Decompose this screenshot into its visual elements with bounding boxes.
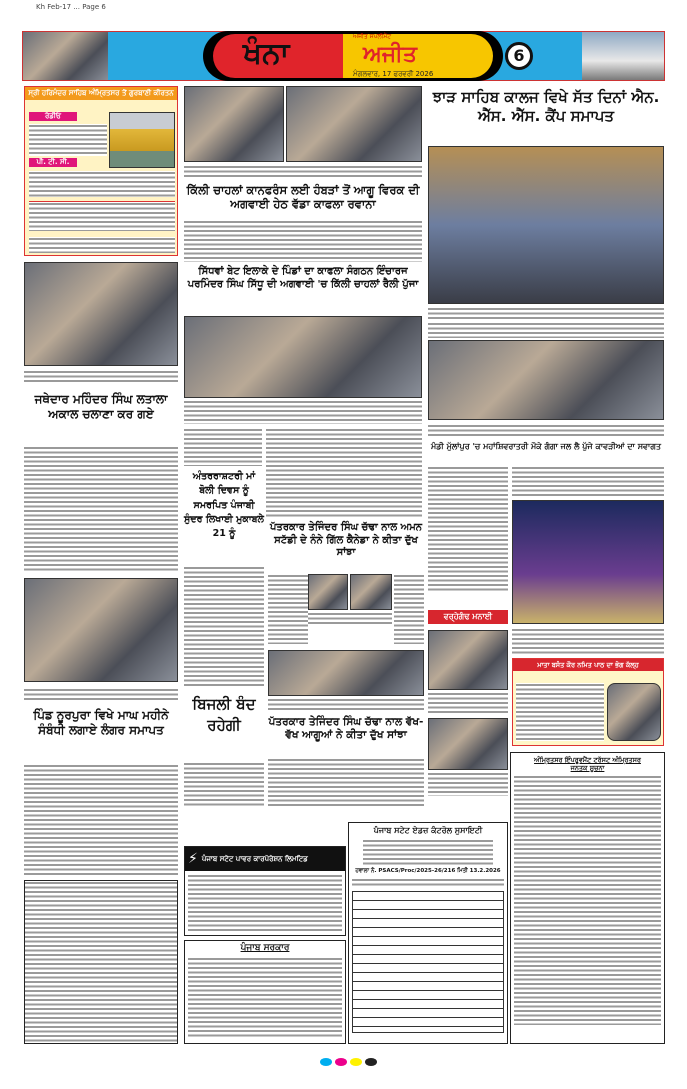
color-registration-marks — [320, 1058, 377, 1066]
chadha-portrait-1 — [308, 574, 348, 610]
headline-maa-boli: ਅੰਤਰਰਾਸ਼ਟਰੀ ਮਾਂ ਬੋਲੀ ਦਿਵਸ ਨੂੰ ਸਮਰਪਿਤ ਪੰਜਾਬੀ ਸੁੰਦਰ ਲਿਖਾਈ ਮੁਕਾਬਲੇ 21 ਨੂੰ — [184, 471, 264, 539]
nss-photo — [428, 146, 664, 304]
masthead-date: ਮੰਗਲਵਾਰ, 17 ਫਰਵਰੀ 2026 — [353, 70, 434, 78]
leaders-photos — [268, 650, 424, 696]
psacs-ad — [348, 822, 508, 1044]
gurbani-box — [24, 86, 178, 256]
pspcl-ad — [184, 846, 346, 936]
headline-kawad: ਮੰਡੀ ਮੁੱਲਾਂਪੁਰ 'ਚ ਮਹਾਂਸ਼ਿਵਰਾਤਰੀ ਮੌਕੇ ਗੰਗਾ ਜਲ ਲੈ ਪੁੱਜੇ ਕਾਵੜੀਆਂ ਦਾ ਸਵਾਗਤ — [430, 442, 662, 451]
headline-bijli: ਬਿਜਲੀ ਬੰਦ ਰਹੇਗੀ — [192, 695, 256, 734]
notice-left — [24, 880, 178, 1044]
psacs-table — [352, 891, 504, 1033]
masthead-paper: ਅਜੀਤ — [363, 42, 417, 67]
masthead-photo-left — [23, 32, 108, 80]
headline-jathedar: ਜਥੇਦਾਰ ਮਹਿੰਦਰ ਸਿੰਘ ਲਤਾਲਾ ਅਕਾਲ ਚਲਾਣਾ ਕਰ ਗਏ — [34, 392, 168, 421]
headline-noorpura: ਪਿੰਡ ਨੂਰਪੁਰਾ ਵਿਖੇ ਮਾਘ ਮਹੀਨੇ ਸੰਬੰਧੀ ਲਗਾਏ ਲੰਗਰ ਸਮਾਪਤ — [33, 708, 169, 737]
sidhwan-photo — [184, 316, 422, 398]
bhog-notice — [512, 658, 664, 746]
jathedar-photo — [24, 262, 178, 366]
bhog-title: ਮਾਤਾ ਬਸੰਤ ਕੌਰ ਨਮਿਤ ਪਾਠ ਦਾ ਭੋਗ ਕੱਲ੍ਹ — [513, 659, 663, 671]
punjab-govt-ad — [184, 940, 346, 1044]
headline-killi: ਕਿੱਲੀ ਚਾਹਲਾਂ ਕਾਨਫਰੰਸ ਲਈ ਹੰਬੜਾਂ ਤੋਂ ਆਗੂ ਵਿਰਕ ਦੀ ਅਗਵਾਈ ਹੇਠ ਵੱਡਾ ਕਾਫਲਾ ਰਵਾਨਾ — [186, 183, 420, 212]
pspcl-logo-icon: ⚡ — [188, 851, 198, 867]
masthead-city: ਖੰਨਾ — [243, 36, 290, 71]
masthead — [22, 31, 665, 81]
ptc-label: ਪੀ. ਟੀ. ਸੀ. — [29, 158, 77, 167]
couple-photo-2 — [428, 718, 508, 770]
golden-temple-photo — [109, 112, 175, 168]
headline-nss: ਝਾੜ ਸਾਹਿਬ ਕਾਲਜ ਵਿਖੇ ਸੱਤ ਦਿਨਾਂ ਐਨ. ਐੱਸ. ਐੱਸ. ਕੈਂਪ ਸਮਾਪਤ — [432, 88, 660, 125]
trust-notice — [510, 752, 665, 1044]
anniversary-photo — [428, 630, 508, 690]
trust-title: ਅੰਮ੍ਰਿਤਸਰ ਇੰਪਰੂਵਮੈਂਟ ਟਰੱਸਟ ਅੰਮ੍ਰਿਤਸਰ — [534, 756, 641, 764]
kawad-photo — [428, 340, 664, 420]
pspcl-title: ਪੰਜਾਬ ਸਟੇਟ ਪਾਵਰ ਕਾਰਪੋਰੇਸ਼ਨ ਲਿਮਟਿਡ — [201, 854, 308, 863]
temple-lights-photo — [512, 500, 664, 624]
page-number: 6 — [505, 42, 533, 70]
headline-chadha-1: ਪੱਤਰਕਾਰ ਤੇਜਿੰਦਰ ਸਿੰਘ ਚੱਢਾ ਨਾਲ ਅਮਨ ਸਟੱਡੀ ਦੇ ਨੰਨੇ ਗਿੱਲ ਕੈਨੇਡਾ ਨੇ ਕੀਤਾ ਦੁੱਖ ਸਾਂਝਾ — [269, 522, 423, 558]
trust-subtitle: ਜਨਤਕ ਸੂਚਨਾ — [570, 764, 605, 773]
punjab-govt-title: ਪੰਜਾਬ ਸਰਕਾਰ — [240, 943, 290, 953]
gurbani-title: ਸ੍ਰੀ ਹਰਿਮੰਦਰ ਸਾਹਿਬ ਅੰਮ੍ਰਿਤਸਰ ਤੋਂ ਗੁਰਬਾਣੀ ਕੀਰਤਨ — [25, 87, 177, 100]
anniversary-label: ਵਰ੍ਹੇਗੰਢ ਮਨਾਈ — [428, 610, 508, 624]
masthead-supplement: ਅਜੀਤ ਸਪਲੀਮੈਂਟ — [353, 33, 392, 40]
masthead-photo-right — [582, 32, 664, 80]
noorpura-photo — [24, 578, 178, 682]
print-slug: Kh Feb-17 ... Page 6 — [36, 3, 106, 11]
mata-portrait — [607, 683, 661, 741]
chadha-portrait-2 — [350, 574, 392, 610]
killi-photo-1 — [184, 86, 284, 162]
radio-label: ਰੇਡੀਓ — [29, 112, 77, 121]
headline-sidhwan: ਸਿੱਧਵਾਂ ਬੇਟ ਇਲਾਕੇ ਦੇ ਪਿੰਡਾਂ ਦਾ ਕਾਫਲਾ ਸੰਗਠਨ ਇੰਚਾਰਜ ਪਰਮਿੰਦਰ ਸਿੰਘ ਸਿੱਧੂ ਦੀ ਅਗਵਾਈ 'ਚ ਕਿੱਲੀ ਚਾਹਲਾਂ ਰੈਲੀ ਪੁੱਜਾ — [187, 266, 419, 290]
killi-photo-2 — [286, 86, 422, 162]
psacs-ref: ਹਵਾਲਾ ਨੰ. PSACS/Proc/2025-26/216 ਮਿਤੀ 13.2.2026 — [355, 868, 501, 874]
headline-chadha-2: ਪੱਤਰਕਾਰ ਤੇਜਿੰਦਰ ਸਿੰਘ ਚੱਢਾ ਨਾਲ ਵੱਖ-ਵੱਖ ਆਗੂਆਂ ਨੇ ਕੀਤਾ ਦੁੱਖ ਸਾਂਝਾ — [268, 716, 424, 742]
psacs-title: ਪੰਜਾਬ ਸਟੇਟ ਏਡਜ਼ ਕੰਟਰੋਲ ਸੁਸਾਇਟੀ — [373, 826, 483, 835]
